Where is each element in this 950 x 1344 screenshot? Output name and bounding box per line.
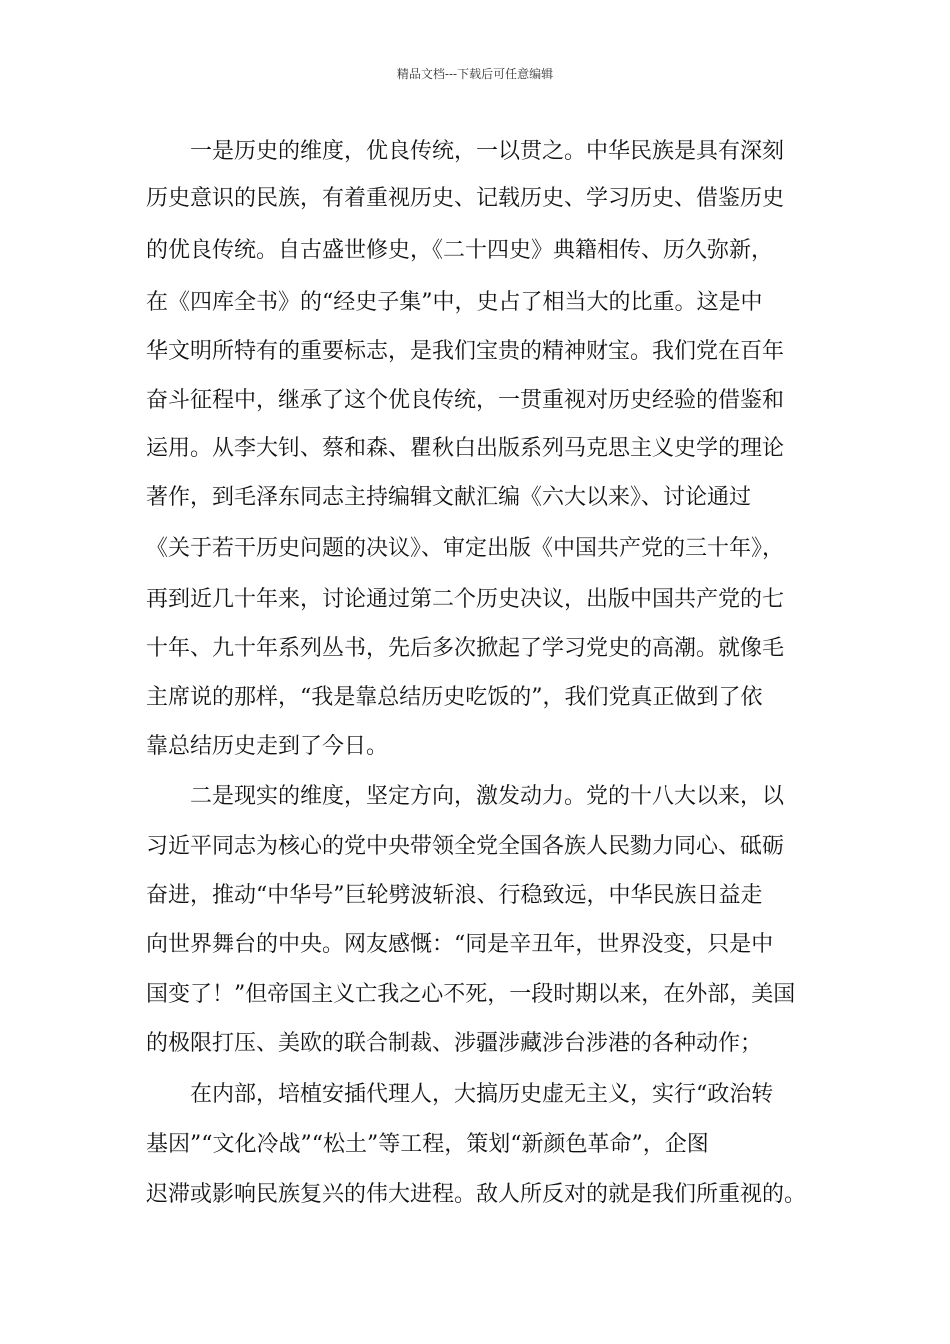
- text-line: 一是历史的维度，优良传统，一以贯之。中华民族是具有深刻: [146, 139, 785, 164]
- text-line: 运用。从李大钊、蔡和森、瞿秋白出版系列马克思主义史学的理论: [146, 436, 785, 461]
- text-line: 奋进，推动“中华号”巨轮劈波斩浪、行稳致远，中华民族日益走: [146, 883, 763, 908]
- text-line: 国变了！”但帝国主义亡我之心不死，一段时期以来，在外部，美国: [146, 982, 796, 1007]
- text-line: 著作，到毛泽东同志主持编辑文献汇编《六大以来》、讨论通过: [146, 485, 752, 510]
- text-line: 基因”“文化冷战”“松土”等工程，策划“新颜色革命”，企图: [146, 1132, 709, 1157]
- text-line: 历史意识的民族，有着重视历史、记载历史、学习历史、借鉴历史: [146, 186, 785, 211]
- text-line: 在内部，培植安插代理人，大搞历史虚无主义，实行“政治转: [146, 1082, 774, 1107]
- text-line: 的优良传统。自古盛世修史，《二十四史》典籍相传、历久弥新，: [146, 238, 774, 263]
- text-line: 奋斗征程中，继承了这个优良传统，一贯重视对历史经验的借鉴和: [146, 388, 785, 413]
- text-line: 十年、九十年系列丛书，先后多次掀起了学习党史的高潮。就像毛: [146, 636, 785, 661]
- page-header: 精品文档---下载后可任意编辑: [396, 67, 554, 81]
- text-line: 《关于若干历史问题的决议》、审定出版《中国共产党的三十年》，: [146, 536, 785, 561]
- text-line: 华文明所特有的重要标志，是我们宝贵的精神财宝。我们党在百年: [146, 339, 785, 364]
- text-line: 主席说的那样，“我是靠总结历史吃饭的”，我们党真正做到了依: [146, 685, 763, 710]
- text-line: 再到近几十年来，讨论通过第二个历史决议，出版中国共产党的七: [146, 587, 785, 612]
- text-line: 向世界舞台的中央。网友感慨：“同是辛丑年，世界没变，只是中: [146, 932, 774, 957]
- text-line: 靠总结历史走到了今日。: [146, 734, 389, 759]
- text-line: 在《四库全书》的“经史子集”中，史占了相当大的比重。这是中: [146, 290, 763, 315]
- text-line: 迟滞或影响民族复兴的伟大进程。敌人所反对的就是我们所重视的。: [146, 1182, 807, 1207]
- text-line: 二是现实的维度，坚定方向，激发动力。党的十八大以来，以: [146, 784, 785, 809]
- text-line: 的极限打压、美欧的联合制裁、涉疆涉藏涉台涉港的各种动作；: [146, 1031, 763, 1056]
- text-line: 习近平同志为核心的党中央带领全党全国各族人民勠力同心、砥砺: [146, 834, 785, 859]
